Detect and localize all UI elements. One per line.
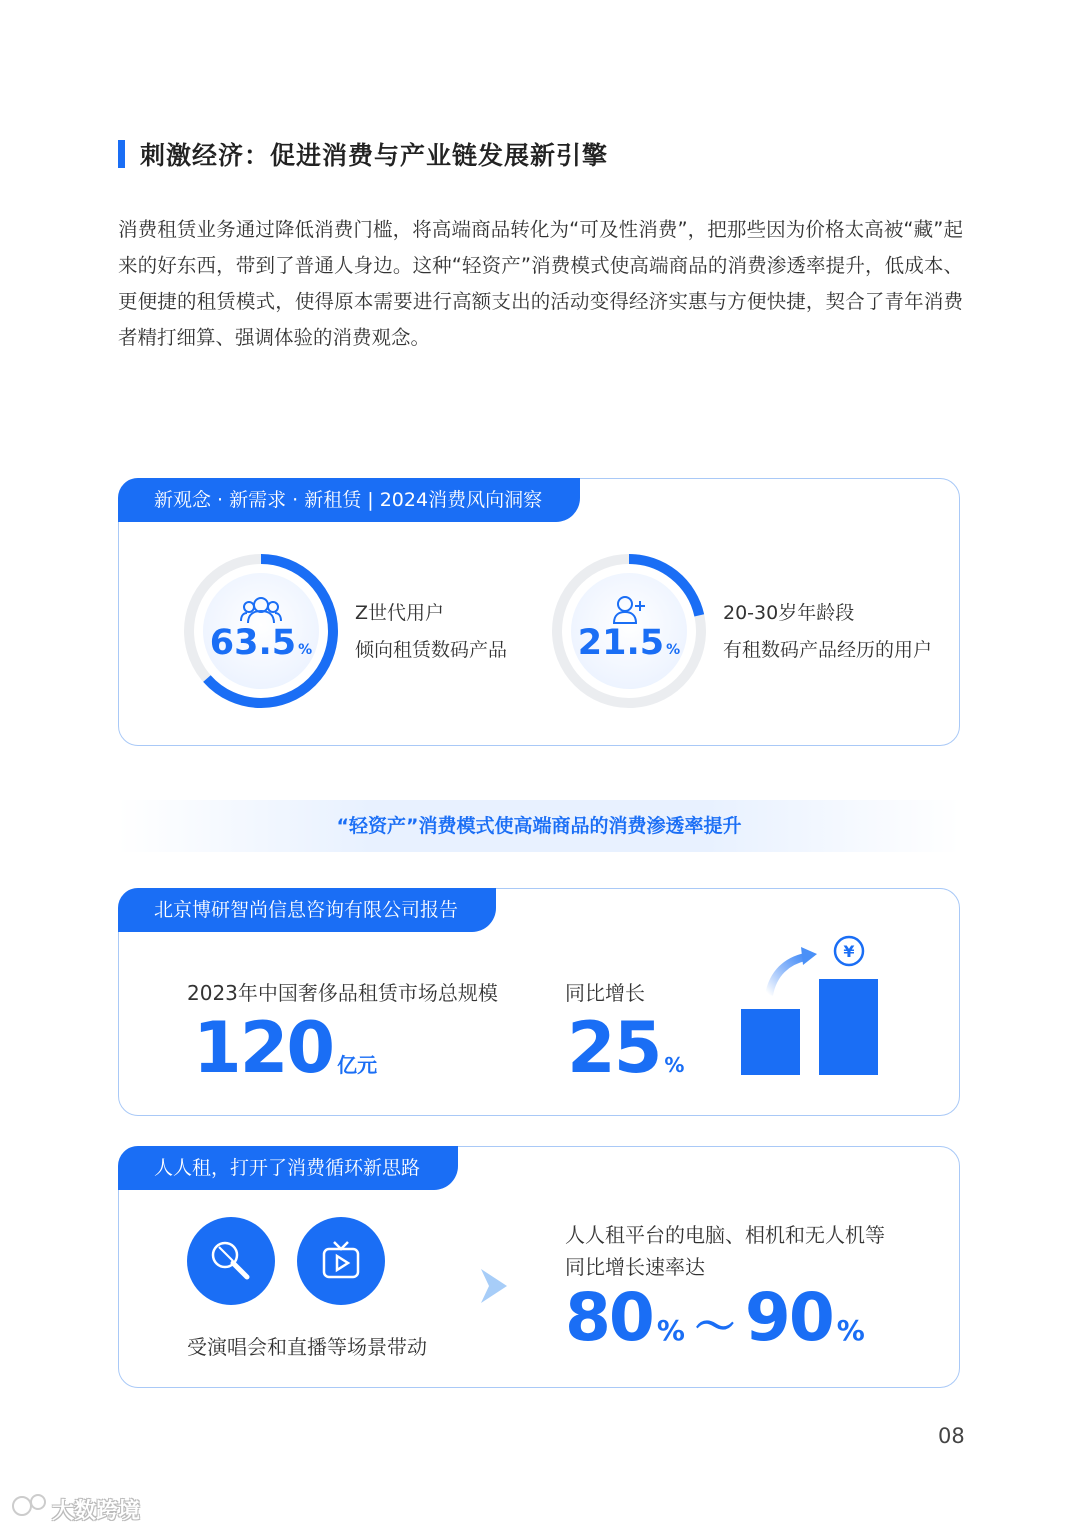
highlight-banner: “轻资产”消费模式使高端商品的消费渗透率提升 [118, 800, 960, 852]
stat-label-1 [355, 595, 507, 669]
insight-card-tab: 新观念 · 新需求 · 新租赁 | 2024消费风向洞察 [118, 478, 580, 522]
users-icon [239, 595, 283, 625]
page-number: 08 [938, 1424, 965, 1448]
market-card [118, 888, 960, 1116]
growth-value: 25 % [567, 1007, 685, 1089]
growth-desc-line2: 同比增长速率达 [565, 1255, 705, 1279]
renrenzu-card-tab: 人人租，打开了消费循环新思路 [118, 1146, 458, 1190]
tv-play-icon [319, 1239, 363, 1283]
stat-line2: 有租数码产品经历的用户 [723, 639, 933, 661]
microphone-icon [209, 1239, 253, 1283]
insight-card [118, 478, 960, 746]
stat-ring-2 [549, 551, 709, 711]
tv-badge [297, 1217, 385, 1305]
microphone-badge [187, 1217, 275, 1305]
intro-paragraph: 消费租赁业务通过降低消费门槛，将高端商品转化为“可及性消费”，把那些因为价格太高被“藏”起来的好东西，带到了普通人身边。这种“轻资产”消费模式使高端商品的消费渗透率提升，低成本、更便捷的租赁模式，使得原本需要进行高额支出的活动变得经济实惠与方便快捷，契合了青年消费者精打细算、强调体验的消费观念。 [118, 218, 963, 349]
stat-line2: 倾向租赁数码产品 [355, 639, 508, 661]
ring-center [571, 573, 687, 689]
stat-line1: Z世代用户 [355, 602, 445, 624]
section-accent-bar [118, 140, 125, 168]
watermark-text: 大数跨境 [52, 1499, 141, 1524]
growth-bars-illustration [731, 933, 891, 1083]
user-add-icon [612, 595, 646, 625]
chevron-right-icon [481, 1269, 507, 1303]
stat-value: 21.5 % [577, 623, 681, 663]
stat-value: 63.5 % [209, 623, 313, 663]
section-title: 刺激经济：促进消费与产业链发展新引擎 [140, 141, 609, 170]
stat-ring-1 [181, 551, 341, 711]
market-size-label: 2023年中国奢侈品租赁市场总规模 [187, 981, 498, 1005]
market-card-tab: 北京博研智尚信息咨询有限公司报告 [118, 888, 496, 932]
market-size-value: 120 亿元 [193, 1007, 378, 1089]
currency-icon: ¥ [843, 942, 855, 961]
stat-label-2 [723, 595, 932, 669]
ring-center [203, 573, 319, 689]
growth-range: 80 % ～ 90 % [565, 1279, 865, 1356]
scenario-caption: 受演唱会和直播等场景带动 [187, 1335, 427, 1359]
growth-desc-line1: 人人租平台的电脑、相机和无人机等 [565, 1223, 885, 1247]
renrenzu-card [118, 1146, 960, 1388]
stat-line1: 20-30岁年龄段 [723, 602, 855, 624]
growth-label: 同比增长 [565, 981, 645, 1005]
